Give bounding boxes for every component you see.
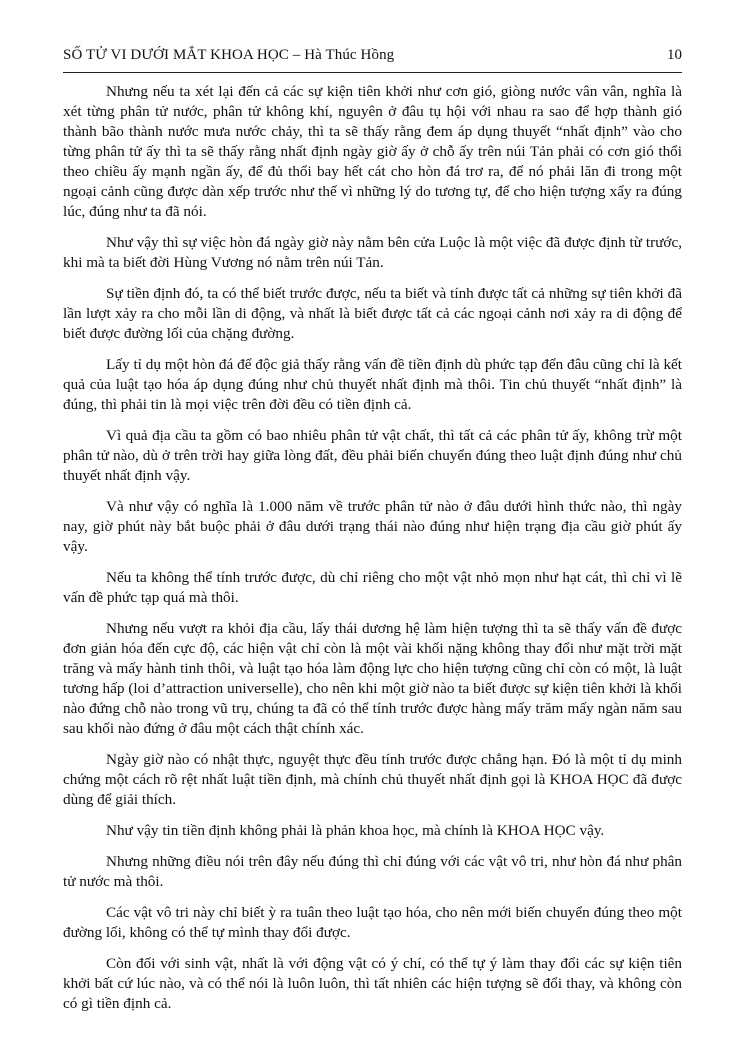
paragraph: Các vật vô tri này chỉ biết ỳ ra tuân theo luật tạo hóa, cho nên mới biến chuyển đúng theo một đường lối, không có thể tự mình thay đổi được.: [63, 904, 682, 941]
paragraph: Nhưng nếu ta xét lại đến cả các sự kiện tiên khởi như cơn gió, giòng nước vân vân, nghĩa là xét từng phân tử nước, phân tử không khí, nguyên ở đâu tụ hội với nhau ra sao để hợp thành gió thành bão thành nước mưa nước chảy, thì ta sẽ thấy rằng đem áp dụng thuyết “nhất định” vào cho từng phân tử ấy thì ta sẽ thấy rằng nhất định ngày giờ ấy ở chỗ ấy trên núi Tản phải có cơn gió thổi theo chiều ấy mạnh ngần ấy, để đủ thổi bay hết cát cho hòn đá trơ ra, để nó phải lăn đi trong một ngoại cảnh cũng được dàn xếp trước như thế vì những lý do tương tự, để cho hiện tượng xẩy ra đúng lúc, đúng như ta đã nói.: [63, 83, 682, 220]
body-text: [63, 82, 682, 1025]
paragraph: Vì quả địa cầu ta gồm có bao nhiêu phân tử vật chất, thì tất cả các phân tử ấy, không trừ một phân tử nào, dù ở trên trời hay giữa lòng đất, đều phải biến chuyển đúng theo luật định đúng như chủ thuyết nhất định vậy.: [63, 427, 682, 484]
paragraph: Như vậy thì sự việc hòn đá ngày giờ này nằm bên cửa Luộc là một việc đã được định từ trước, khi mà ta biết đời Hùng Vương nó nằm trên núi Tản.: [63, 234, 682, 271]
paragraph: Nếu ta không thể tính trước được, dù chỉ riêng cho một vật nhỏ mọn như hạt cát, thì chỉ vì lẽ vấn đề phức tạp quá mà thôi.: [63, 569, 682, 606]
paragraph: Và như vậy có nghĩa là 1.000 năm về trước phân tử nào ở đâu dưới hình thức nào, thì ngày nay, giờ phút này bắt buộc phải ở đâu dưới trạng thái nào đúng như hiện trạng địa cầu giờ phút ấy vậy.: [63, 498, 682, 555]
page-header: [63, 44, 682, 73]
paragraph: Nhưng những điều nói trên đây nếu đúng thì chỉ đúng với các vật vô tri, như hòn đá như phân tử nước mà thôi.: [63, 853, 682, 890]
paragraph: Như vậy tin tiền định không phải là phản khoa học, mà chính là KHOA HỌC vậy.: [106, 822, 605, 839]
running-title: SỐ TỬ VI DƯỚI MẮT KHOA HỌC – Hà Thúc Hồng: [63, 47, 395, 63]
paragraph: Sự tiền định đó, ta có thể biết trước được, nếu ta biết và tính được tất cả những sự tiên khởi đã lần lượt xảy ra cho mỗi lần di động, và nhất là biết được tất cả các ngoại cảnh nơi xảy ra di động để biết được đường lối của chặng đường.: [63, 285, 682, 342]
page-number: 10: [667, 47, 682, 63]
paragraph: Ngày giờ nào có nhật thực, nguyệt thực đều tính trước được chẳng hạn. Đó là một tỉ dụ minh chứng một cách rõ rệt nhất luật tiền định, mà chính chủ thuyết nhất định gọi là KHOA HỌC đã được dùng để giải thích.: [63, 751, 682, 808]
paragraph: Nhưng nếu vượt ra khỏi địa cầu, lấy thái dương hệ làm hiện tượng thì ta sẽ thấy vấn đề được đơn giản hóa đến cực độ, các hiện vật chỉ còn là một vài khối nặng không thay đổi như mặt trời mặt trăng và mấy hành tinh thôi, và luật tạo hóa làm động lực cho hiện tượng cũng chỉ còn có một, là luật tương hấp (loi d’attraction universelle), cho nên khi một giờ nào ta biết được sự kiện tiên khởi là khối nào đứng chỗ nào trong vũ trụ, chúng ta đã có thể tính trước được hàng mấy trăm mấy ngàn năm sau sau khối nào đứng ở đâu một cách thật chính xác.: [63, 620, 682, 737]
paragraph: Còn đối với sinh vật, nhất là với động vật có ý chí, có thể tự ý làm thay đổi các sự kiện tiên khởi bất cứ lúc nào, và có thể nói là luôn luôn, thì tất nhiên các hiện tượng sẽ đổi thay, và không còn có gì tiền định cả.: [63, 955, 682, 1012]
paragraph: Lấy tỉ dụ một hòn đá để độc giả thấy rằng vấn đề tiền định dù phức tạp đến đâu cũng chỉ là kết quả của luật tạo hóa áp dụng đúng như chủ thuyết nhất định mà thôi. Tin chủ thuyết “nhất định” là đúng, thì phải tin là mọi việc trên đời đều có tiền định cả.: [63, 356, 682, 413]
